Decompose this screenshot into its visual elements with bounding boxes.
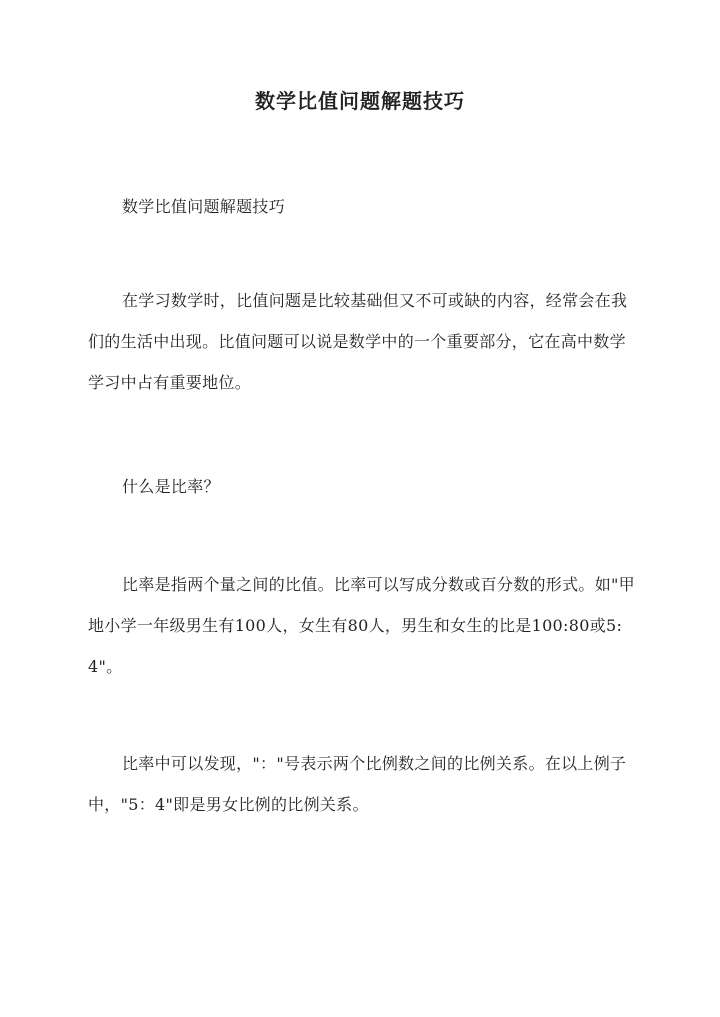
definition-paragraph: 比率是指两个量之间的比值。比率可以写成分数或百分数的形式。如"甲地小学一年级男生有100人，女生有80人，男生和女生的比是100:80或5:4"。 bbox=[88, 575, 635, 676]
document-title: 数学比值问题解题技巧 bbox=[255, 89, 465, 113]
colon-explanation-paragraph: 比率中可以发现，"："号表示两个比例数之间的比例关系。在以上例子中，"5：4"即是男女比例的比例关系。 bbox=[88, 754, 627, 814]
subtitle-paragraph: 数学比值问题解题技巧 bbox=[122, 197, 286, 216]
question-heading: 什么是比率？ bbox=[122, 477, 220, 496]
intro-paragraph: 在学习数学时，比值问题是比较基础但又不可或缺的内容，经常会在我们的生活中出现。比值问题可以说是数学中的一个重要部分，它在高中数学学习中占有重要地位。 bbox=[88, 291, 628, 392]
